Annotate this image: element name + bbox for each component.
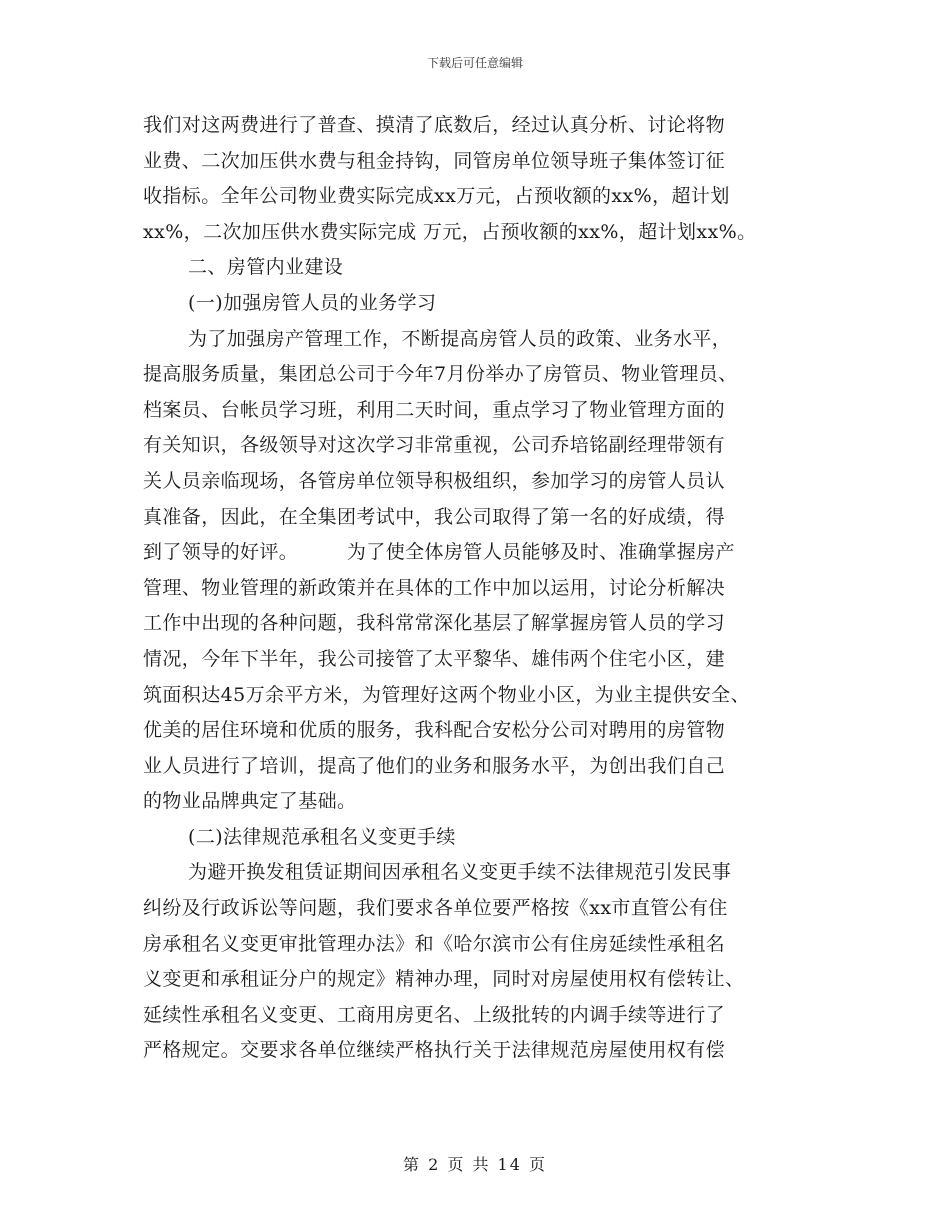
subsection-heading: (一)加强房管人员的业务学习 (188, 291, 437, 314)
text-line: 情况，今年下半年，我公司接管了太平黎华、雄伟两个住宅小区，建 (143, 647, 726, 670)
text-line: 管理、物业管理的新政策并在具体的工作中加以运用，讨论分析解决 (143, 576, 726, 599)
text-line: 到了领导的好评。 为了使全体房管人员能够及时、准确掌握房产 (143, 541, 735, 564)
page-number: 第 2 页 共 14 页 (403, 1155, 547, 1174)
text-line: 档案员、台帐员学习班，利用二天时间，重点学习了物业管理方面的 (143, 398, 726, 421)
text-line: 为了加强房产管理工作，不断提高房管人员的政策、业务水平， (188, 327, 732, 350)
text-line: 工作中出现的各种问题，我科常常深化基层了解掌握房管人员的学习 (143, 612, 726, 635)
text-line: 义变更和承租证分户的规定》精神办理，同时对房屋使用权有偿转让、 (143, 968, 745, 991)
text-line: 为避开换发租赁证期间因承租名义变更手续不法律规范引发民事 (188, 861, 732, 884)
text-line: 筑面积达45万余平方米，为管理好这两个物业小区，为业主提供安全、 (143, 683, 750, 706)
text-line: 纠纷及行政诉讼等问题，我们要求各单位要严格按《xx市直管公有住 (143, 897, 728, 920)
section-heading: 二、房管内业建设 (188, 256, 344, 279)
text-line: 优美的居住环境和优质的服务，我科配合安松分公司对聘用的房管物 (143, 719, 726, 742)
text-line: 业人员进行了培训，提高了他们的业务和服务水平，为创出我们自己 (143, 754, 726, 777)
text-line: 的物业品牌典定了基础。 (143, 790, 357, 813)
document-body (143, 108, 823, 1069)
text-line: 有关知识，各级领导对这次学习非常重视，公司乔培铭副经理带领有 (143, 434, 726, 457)
text-line: xx%，二次加压供水费实际完成 万元，占预收额的xx%，超计划xx%。 (143, 220, 757, 243)
text-line: 收指标。全年公司物业费实际完成xx万元，占预收额的xx%，超计划 (143, 185, 730, 208)
subsection-heading: (二)法律规范承租名义变更手续 (188, 825, 456, 848)
text-line: 真准备，因此，在全集团考试中，我公司取得了第一名的好成绩，得 (143, 505, 726, 528)
text-line: 我们对这两费进行了普查、摸清了底数后，经过认真分析、讨论将物 (143, 114, 726, 136)
text-line: 关人员亲临现场，各管房单位领导积极组织，参加学习的房管人员认 (143, 469, 726, 492)
text-line: 延续性承租名义变更、工商用房更名、上级批转的内调手续等进行了 (143, 1003, 726, 1026)
text-line: 严格规定。交要求各单位继续严格执行关于法律规范房屋使用权有偿 (143, 1039, 726, 1062)
text-line: 业费、二次加压供水费与租金持钩，同管房单位领导班子集体签订征 (143, 149, 726, 172)
page-header: 下载后可任意编辑 (426, 56, 523, 70)
text-line: 提高服务质量，集团总公司于今年7月份举办了房管员、物业管理员、 (143, 363, 738, 386)
text-line: 房承租名义变更审批管理办法》和《哈尔滨市公有住房延续性承租名 (143, 932, 726, 955)
